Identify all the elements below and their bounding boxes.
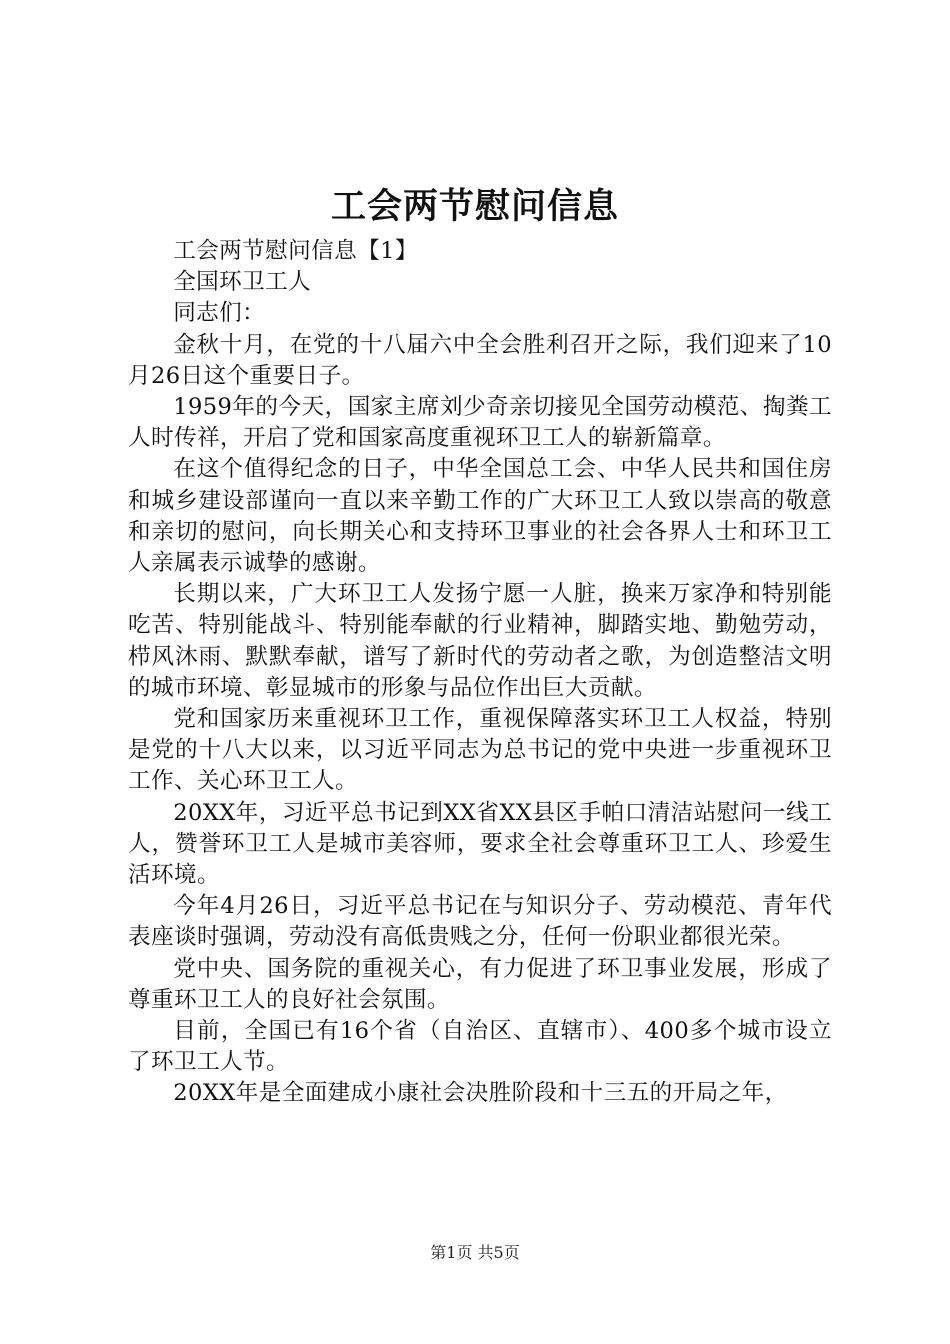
paragraph: 党中央、国务院的重视关心，有力促进了环卫事业发展，形成了尊重环卫工人的良好社会氛围。 xyxy=(128,955,832,1013)
paragraph: 党和国家历来重视环卫工作，重视保障落实环卫工人权益，特别是党的十八大以来，以习近平同志为总书记的党中央进一步重视环卫工作、关心环卫工人。 xyxy=(128,706,832,795)
paragraph: 金秋十月，在党的十八届六中全会胜利召开之际，我们迎来了10月26日这个重要日子。 xyxy=(128,331,832,389)
paragraph: 长期以来，广大环卫工人发扬宁愿一人脏，换来万家净和特别能吃苦、特别能战斗、特别能奉献的行业精神，脚踏实地、勤勉劳动，栉风沐雨、默默奉献，谱写了新时代的劳动者之歌，为创造整洁文明的城市环境、彰显城市的形象与品位作出巨大贡献。 xyxy=(128,581,832,701)
paragraph: 1959年的今天，国家主席刘少奇亲切接见全国劳动模范、掏粪工人时传祥，开启了党和国家高度重视环卫工人的崭新篇章。 xyxy=(128,394,832,452)
paragraph: 20XX年是全面建成小康社会决胜阶段和十三五的开局之年， xyxy=(173,1080,788,1107)
document-title: 工会两节慰问信息 xyxy=(330,186,619,227)
paragraph: 目前，全国已有16个省（自治区、直辖市）、400多个城市设立了环卫工人节。 xyxy=(128,1018,832,1076)
paragraph: 全国环卫工人 xyxy=(173,269,312,296)
paragraph: 今年4月26日，习近平总书记在与知识分子、劳动模范、青年代表座谈时强调，劳动没有高低贵贱之分，任何一份职业都很光荣。 xyxy=(128,893,832,951)
paragraph: 工会两节慰问信息【1】 xyxy=(173,238,418,264)
document-body xyxy=(128,236,832,1110)
paragraph: 同志们： xyxy=(173,300,266,327)
paragraph: 在这个值得纪念的日子，中华全国总工会、中华人民共和国住房和城乡建设部谨向一直以来辛勤工作的广大环卫工人致以崇高的敬意和亲切的慰问，向长期关心和支持环卫事业的社会各界人士和环卫工人亲属表示诚挚的感谢。 xyxy=(128,456,832,577)
paragraph: 20XX年，习近平总书记到XX省XX县区手帕口清洁站慰问一线工人，赞誉环卫工人是城市美容师，要求全社会尊重环卫工人、珍爱生活环境。 xyxy=(128,799,832,889)
page-number-footer: 第1页 共5页 xyxy=(430,1243,520,1262)
